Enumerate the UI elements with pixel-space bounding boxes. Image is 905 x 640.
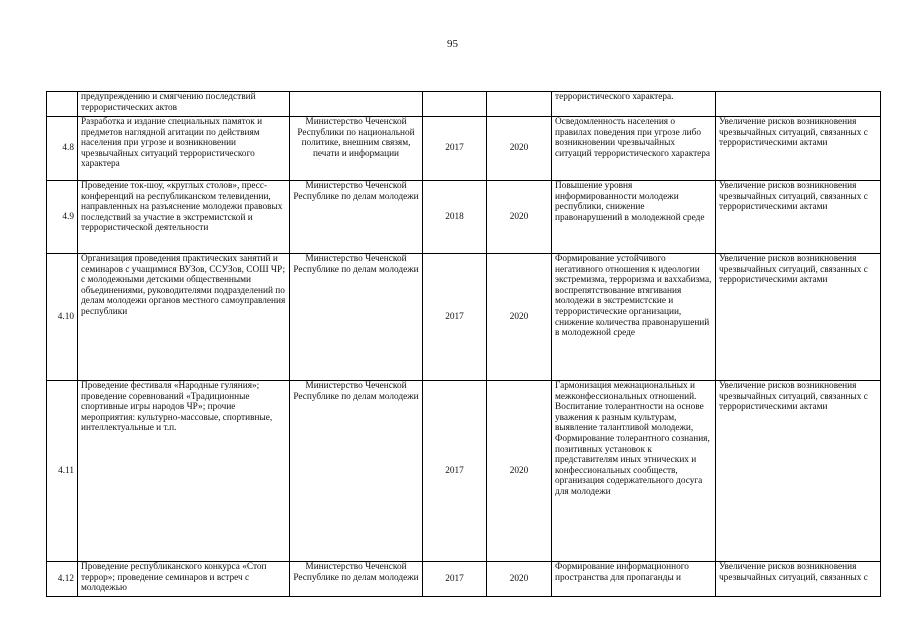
table-row <box>47 562 881 597</box>
result-cell: Формирование информационного пространства для пропаганды и <box>552 562 716 597</box>
start-year-cell: 2017 <box>423 562 487 597</box>
start-year-cell <box>423 92 487 117</box>
event-cell: Разработка и издание специальных памяток и предметов наглядной агитации по действиям населения при угрозе и возникновении чрезвычайных ситуаций террористического характера <box>78 117 290 181</box>
row-number: 4.12 <box>47 562 78 597</box>
ministry-cell: Министерство Чеченской Республике по делам молодежи <box>290 254 423 381</box>
risk-cell: Увеличение рисков возникновения чрезвычайных ситуаций, связанных с террористическими актами <box>716 254 881 381</box>
row-number: 4.11 <box>47 381 78 562</box>
end-year-cell: 2020 <box>487 117 552 181</box>
result-cell: террористического характера. <box>552 92 716 117</box>
ministry-cell: Министерство Чеченской Республике по делам молодежи <box>290 562 423 597</box>
table-row <box>47 254 881 381</box>
result-cell: Осведомленность населения о правилах поведения при угрозе либо возникновении чрезвычайных ситуаций террористического характера <box>552 117 716 181</box>
result-cell: Формирование устойчивого негативного отношения к идеологии экстремизма, терроризма и ваххабизма, воспрепятствование втягивания молодежи в экстремистские и террористические организации, снижение количества правонарушений в молодежной среде <box>552 254 716 381</box>
risk-cell: Увеличение рисков возникновения чрезвычайных ситуаций, связанных с террористическими актами <box>716 117 881 181</box>
start-year-cell: 2017 <box>423 117 487 181</box>
end-year-cell: 2020 <box>487 562 552 597</box>
end-year-cell <box>487 92 552 117</box>
table-row <box>47 181 881 254</box>
event-cell: Проведение ток-шоу, «круглых столов», пресс-конференций на республиканском телевидении, направленных на разъяснение молодежи правовых последствий за участие в экстремистской и террористической деятельности <box>78 181 290 254</box>
start-year-cell: 2017 <box>423 381 487 562</box>
risk-cell <box>716 92 881 117</box>
start-year-cell: 2017 <box>423 254 487 381</box>
result-cell: Гармонизация межнациональных и межконфессиональных отношений. Воспитание толерантности на основе уважения к разным культурам, выявление талантливой молодежи, Формирование толерантного сознания, позитивных установок к представителям иных этнических и конфессиональных сообществ, организация содержательного досуга для молодежи <box>552 381 716 562</box>
end-year-cell: 2020 <box>487 381 552 562</box>
start-year-cell: 2018 <box>423 181 487 254</box>
end-year-cell: 2020 <box>487 181 552 254</box>
table-row <box>47 92 881 117</box>
row-number: 4.9 <box>47 181 78 254</box>
table-row <box>47 117 881 181</box>
table-row <box>47 381 881 562</box>
result-cell: Повышение уровня информированности молодежи республики, снижение правонарушений в молодежной среде <box>552 181 716 254</box>
event-cell: Проведение фестиваля «Народные гуляния»; проведение соревнований «Традиционные спортивные игры народов ЧР»; прочие мероприятия: культурно-массовые, спортивные, интеллектуальные и т.п. <box>78 381 290 562</box>
risk-cell: Увеличение рисков возникновения чрезвычайных ситуаций, связанных с террористическими актами <box>716 381 881 562</box>
ministry-cell: Министерство Чеченской Республике по делам молодежи <box>290 381 423 562</box>
end-year-cell: 2020 <box>487 254 552 381</box>
row-number: 4.8 <box>47 117 78 181</box>
event-cell: Организация проведения практических занятий и семинаров с учащимися ВУЗов, ССУЗов, СОШ ЧР; с молодежными детскими общественными объединениями, руководителями подразделений по делам молодежи органов местного самоуправления республики <box>78 254 290 381</box>
page-number: 95 <box>447 38 458 50</box>
program-table <box>46 91 881 597</box>
event-cell: Проведение республиканского конкурса «Стоп террор»; проведение семинаров и встреч с молодежью <box>78 562 290 597</box>
ministry-cell: Министерство Чеченской Республике по делам молодежи <box>290 181 423 254</box>
risk-cell: Увеличение рисков возникновения чрезвычайных ситуаций, связанных с <box>716 562 881 597</box>
risk-cell: Увеличение рисков возникновения чрезвычайных ситуаций, связанных с террористическими актами <box>716 181 881 254</box>
row-number: 4.10 <box>47 254 78 381</box>
ministry-cell <box>290 92 423 117</box>
ministry-cell: Министерство Чеченской Республики по национальной политике, внешним связям, печати и информации <box>290 117 423 181</box>
row-number <box>47 92 78 117</box>
event-cell: предупреждению и смягчению последствий террористических актов <box>78 92 290 117</box>
